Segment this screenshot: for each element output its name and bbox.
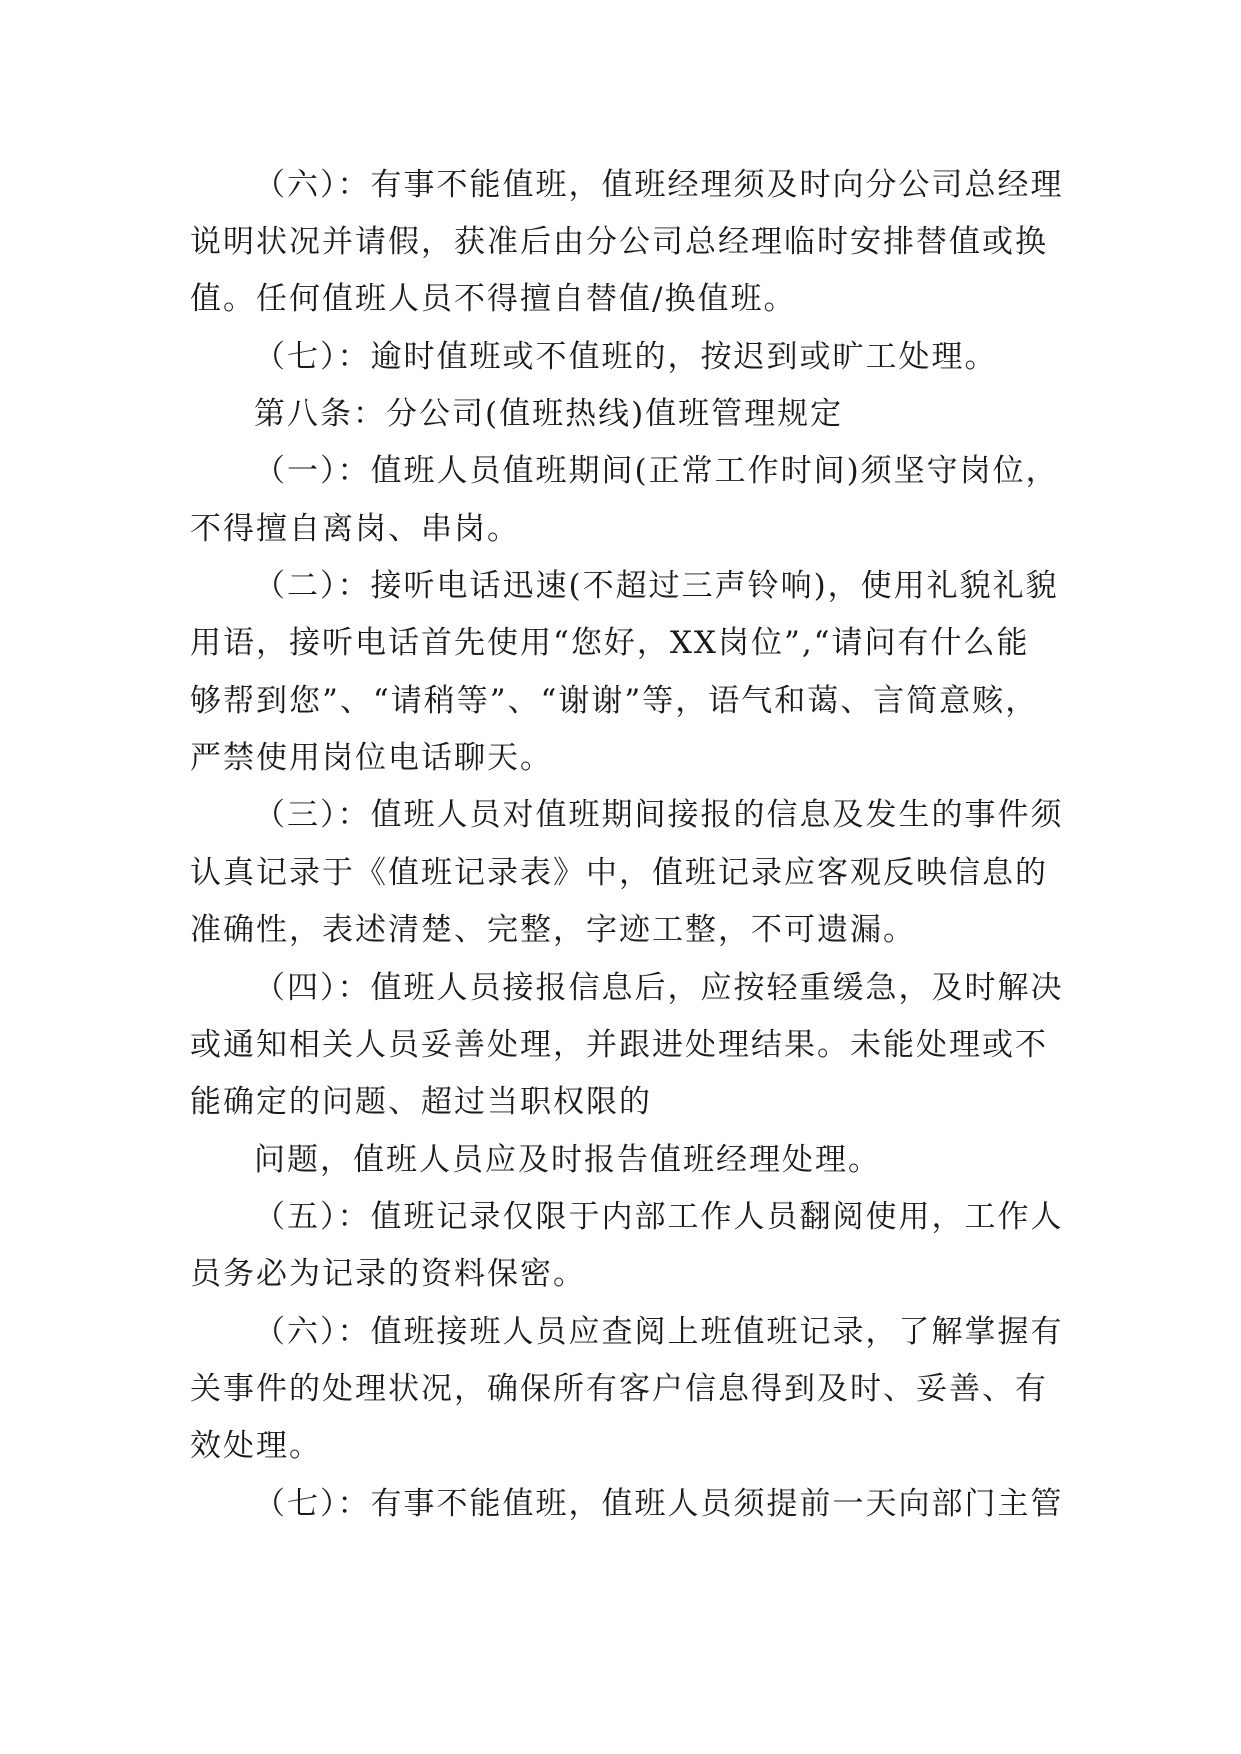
- paragraph-line: 用语，接听电话首先使用“您好，XX岗位”,“请问有什么能: [190, 625, 1030, 661]
- section-heading: 第八条：分公司(值班热线)值班管理规定: [254, 396, 844, 432]
- paragraph-line: （一）：值班人员值班期间(正常工作时间)须坚守岗位，: [254, 453, 1059, 489]
- paragraph-line: （四）：值班人员接报信息后，应按轻重缓急，及时解决: [254, 970, 1064, 1006]
- paragraph-line: 值。任何值班人员不得擅自替值/换值班。: [190, 281, 797, 317]
- paragraph-line: 够帮到您”、“请稍等”、“谢谢”等，语气和蔼、言简意赅，: [190, 683, 1039, 719]
- paragraph-line: 说明状况并请假，获准后由分公司总经理临时安排替值或换: [190, 224, 1048, 260]
- paragraph-line: 效处理。: [190, 1428, 322, 1464]
- paragraph-line: 关事件的处理状况，确保所有客户信息得到及时、妥善、有: [190, 1371, 1048, 1407]
- paragraph-line: （七）：有事不能值班，值班人员须提前一天向部门主管: [254, 1486, 1064, 1522]
- paragraph-line: （七）：逾时值班或不值班的，按迟到或旷工处理。: [254, 339, 998, 375]
- paragraph-line: 严禁使用岗位电话聊天。: [190, 740, 553, 776]
- paragraph-line: （三）：值班人员对值班期间接报的信息及发生的事件须: [254, 797, 1064, 833]
- paragraph-line: （六）：有事不能值班，值班经理须及时向分公司总经理: [254, 167, 1064, 203]
- paragraph-line: 问题，值班人员应及时报告值班经理处理。: [254, 1142, 881, 1178]
- paragraph-line: （六）：值班接班人员应查阅上班值班记录，了解掌握有: [254, 1314, 1064, 1350]
- paragraph-line: 能确定的问题、超过当职权限的: [190, 1084, 652, 1120]
- paragraph-line: （五）：值班记录仅限于内部工作人员翻阅使用，工作人: [254, 1199, 1064, 1235]
- paragraph-line: 或通知相关人员妥善处理，并跟进处理结果。未能处理或不: [190, 1027, 1048, 1063]
- paragraph-line: 认真记录于《值班记录表》中，值班记录应客观反映信息的: [190, 855, 1048, 891]
- paragraph-line: （二）：接听电话迅速(不超过三声铃响)，使用礼貌礼貌: [254, 568, 1059, 604]
- paragraph-line: 不得擅自离岗、串岗。: [190, 511, 520, 547]
- paragraph-line: 员务必为记录的资料保密。: [190, 1256, 586, 1292]
- paragraph-line: 准确性，表述清楚、完整，字迹工整，不可遗漏。: [190, 912, 916, 948]
